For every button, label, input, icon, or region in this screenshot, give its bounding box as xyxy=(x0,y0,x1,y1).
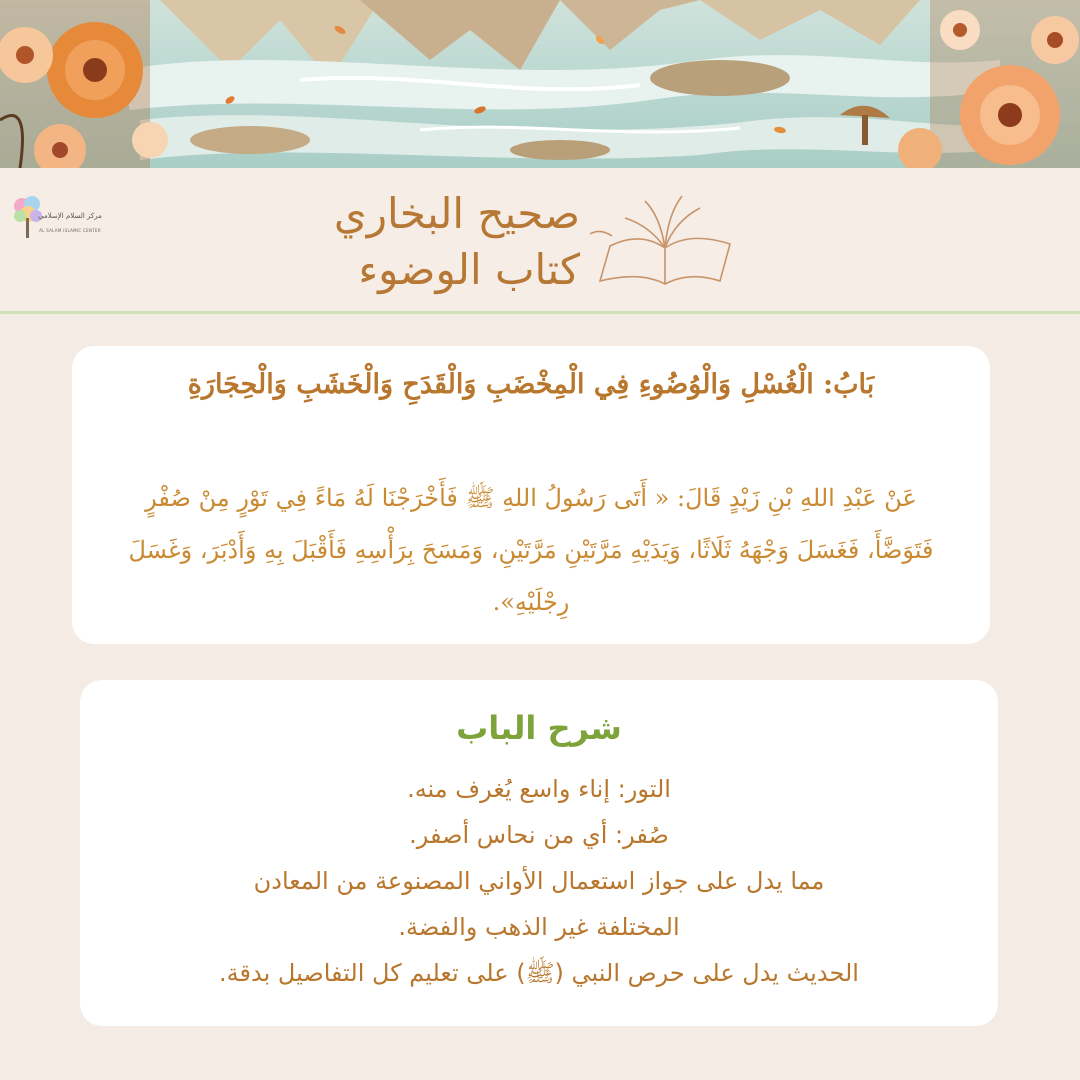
river-flowers-illustration xyxy=(0,0,1080,168)
open-book-icon xyxy=(590,186,740,286)
logo xyxy=(10,192,110,252)
explanation-body xyxy=(120,766,958,996)
hadith-text: عَنْ عَبْدِ اللهِ بْنِ زَيْدٍ قَالَ: « أَتَى رَسُولُ اللهِ ﷺ فَأَخْرَجْنَا لَهُ مَاءً فِي تَوْرٍ مِنْ صُفْرٍ فَتَوَضَّأَ، فَغَسَلَ وَجْهَهُ ثَلَاثًا، وَيَدَيْهِ مَرَّتَيْنِ مَرَّتَيْنِ، وَمَسَحَ بِرَأْسِهِ فَأَقْبَلَ بِهِ وَأَدْبَرَ، وَغَسَلَ رِجْلَيْهِ». xyxy=(128,484,934,616)
explanation-line: المختلفة غير الذهب والفضة. xyxy=(398,913,680,941)
explanation-line: مما يدل على جواز استعمال الأواني المصنوعة من المعادن xyxy=(253,867,825,895)
explanation-card xyxy=(80,680,998,1026)
explanation-title: شرح الباب xyxy=(456,709,622,747)
title-line-2: كتاب الوضوء xyxy=(358,245,580,294)
page-title xyxy=(250,186,580,298)
title-line-1: صحيح البخاري xyxy=(333,189,580,238)
explanation-line: صُفر: أي من نحاس أصفر. xyxy=(409,821,669,849)
hadith-card xyxy=(72,346,990,644)
header xyxy=(0,168,1080,314)
explanation-line: التور: إناء واسع يُغرف منه. xyxy=(407,775,671,803)
explanation-line: الحديث يدل على حرص النبي (ﷺ) على تعليم كل التفاصيل بدقة. xyxy=(219,959,859,987)
chapter-title: بَابُ: الْغُسْلِ وَالْوُضُوءِ فِي الْمِخْضَبِ وَالْقَدَحِ وَالْخَشَبِ وَالْحِجَارَةِ xyxy=(187,369,875,400)
logo-subtitle: AL SALAM ISLAMIC CENTER xyxy=(39,228,101,233)
logo-name: مركز السلام الإسلامي xyxy=(38,212,102,220)
